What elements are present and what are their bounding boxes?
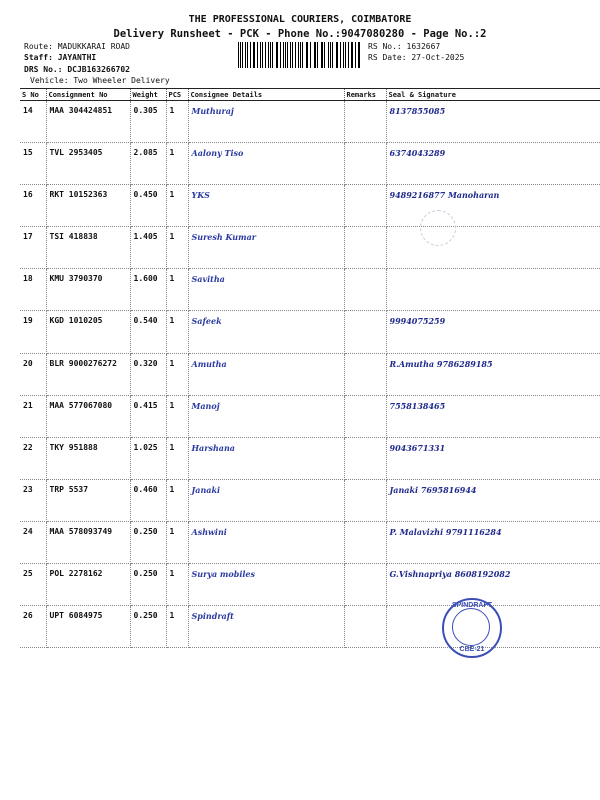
cell-weight: 0.250 xyxy=(130,564,166,606)
barcode-bar xyxy=(330,42,331,68)
cell-remarks xyxy=(344,479,386,521)
col-remarks: Remarks xyxy=(344,89,386,101)
staff-label: Staff: JAYANTHI xyxy=(24,53,97,62)
cell-consignee: Spindraft xyxy=(188,606,344,648)
barcode-bar xyxy=(280,42,281,68)
cell-sno: 21 xyxy=(20,395,46,437)
table-row xyxy=(20,353,600,395)
cell-signature: 8137855085 xyxy=(386,101,600,143)
cell-consignee: Amutha xyxy=(188,353,344,395)
table-row xyxy=(20,101,600,143)
cell-consignee: Surya mobiles xyxy=(188,564,344,606)
cell-consignee: YKS xyxy=(188,185,344,227)
cell-remarks xyxy=(344,606,386,648)
company-name: THE PROFESSIONAL COURIERS, COIMBATORE xyxy=(188,14,412,25)
cell-sno: 26 xyxy=(20,606,46,648)
cell-weight: 0.320 xyxy=(130,353,166,395)
cell-weight: 0.250 xyxy=(130,606,166,648)
cell-weight: 0.415 xyxy=(130,395,166,437)
cell-sno: 22 xyxy=(20,437,46,479)
cell-consignee: Harshana xyxy=(188,437,344,479)
cell-signature: R.Amutha 9786289185 xyxy=(386,353,600,395)
cell-remarks xyxy=(344,311,386,353)
cell-signature: G.Vishnapriya 8608192082 xyxy=(386,564,600,606)
cell-signature xyxy=(386,269,600,311)
barcode-bar xyxy=(310,42,311,68)
col-pcs: PCS xyxy=(166,89,188,101)
cell-signature: 6374043289 xyxy=(386,143,600,185)
cell-signature: Janaki 7695816944 xyxy=(386,479,600,521)
cell-consignment-no: POL 2278162 xyxy=(46,564,130,606)
col-signature: Seal & Signature xyxy=(386,89,600,101)
cell-remarks xyxy=(344,143,386,185)
barcode-bar xyxy=(268,42,269,68)
faint-stamp xyxy=(420,210,456,246)
cell-weight: 1.025 xyxy=(130,437,166,479)
cell-pcs: 1 xyxy=(166,143,188,185)
barcode-bar xyxy=(340,42,341,68)
cell-weight: 0.460 xyxy=(130,479,166,521)
seal-bottom-text: CBE-21 xyxy=(459,646,485,653)
rs-number: RS No.: 1632667 xyxy=(368,42,441,51)
cell-consignment-no: KMU 3790370 xyxy=(46,269,130,311)
cell-signature: 7558138465 xyxy=(386,395,600,437)
cell-sno: 17 xyxy=(20,227,46,269)
barcode-bar xyxy=(302,42,303,68)
cell-signature xyxy=(386,227,600,269)
cell-weight: 0.540 xyxy=(130,311,166,353)
cell-remarks xyxy=(344,395,386,437)
cell-remarks xyxy=(344,353,386,395)
cell-consignee: Safeek xyxy=(188,311,344,353)
rs-date: RS Date: 27-Oct-2025 xyxy=(368,53,465,62)
cell-sno: 19 xyxy=(20,311,46,353)
cell-sno: 23 xyxy=(20,479,46,521)
barcode-bar xyxy=(352,42,353,68)
route-label: Route: MADUKKARAI ROAD xyxy=(24,42,130,51)
barcode-bar xyxy=(345,42,346,68)
barcode-bar xyxy=(295,42,296,68)
cell-remarks xyxy=(344,269,386,311)
cell-consignment-no: MAA 304424851 xyxy=(46,101,130,143)
cell-consignee: Janaki xyxy=(188,479,344,521)
table-row xyxy=(20,521,600,563)
cell-remarks xyxy=(344,521,386,563)
cell-consignment-no: TSI 418838 xyxy=(46,227,130,269)
cell-weight: 2.085 xyxy=(130,143,166,185)
table-row xyxy=(20,564,600,606)
cell-weight: 0.250 xyxy=(130,521,166,563)
table-header xyxy=(20,89,600,101)
col-consignment: Consignment No xyxy=(46,89,130,101)
col-weight: Weight xyxy=(130,89,166,101)
cell-pcs: 1 xyxy=(166,395,188,437)
cell-weight: 1.600 xyxy=(130,269,166,311)
cell-sno: 20 xyxy=(20,353,46,395)
cell-consignee: Ashwini xyxy=(188,521,344,563)
cell-pcs: 1 xyxy=(166,606,188,648)
col-sno: S No xyxy=(20,89,46,101)
barcode-bar xyxy=(290,42,291,68)
drs-label: DRS No.: DCJB163266702 xyxy=(24,65,130,74)
table-row xyxy=(20,606,600,648)
cell-remarks xyxy=(344,564,386,606)
cell-consignee: Muthuraj xyxy=(188,101,344,143)
cell-remarks xyxy=(344,185,386,227)
cell-weight: 0.450 xyxy=(130,185,166,227)
table-row xyxy=(20,479,600,521)
cell-consignee: Aalony Tiso xyxy=(188,143,344,185)
cell-remarks xyxy=(344,101,386,143)
cell-consignment-no: UPT 6084975 xyxy=(46,606,130,648)
barcode-bar xyxy=(332,42,333,68)
cell-pcs: 1 xyxy=(166,353,188,395)
cell-consignment-no: BLR 9000276272 xyxy=(46,353,130,395)
cell-pcs: 1 xyxy=(166,564,188,606)
table-row xyxy=(20,269,600,311)
cell-consignment-no: MAA 578093749 xyxy=(46,521,130,563)
cell-weight: 0.305 xyxy=(130,101,166,143)
barcode-bar xyxy=(324,42,325,68)
cell-pcs: 1 xyxy=(166,227,188,269)
cell-consignee: Manoj xyxy=(188,395,344,437)
barcode-bar xyxy=(238,42,239,68)
cell-consignment-no: RKT 10152363 xyxy=(46,185,130,227)
cell-signature: 9489216877 Manoharan xyxy=(386,185,600,227)
runsheet-title: Delivery Runsheet - PCK - Phone No.:9047080280 - Page No.:2 xyxy=(113,28,487,40)
cell-remarks xyxy=(344,227,386,269)
delivery-table xyxy=(20,88,600,648)
table-row xyxy=(20,437,600,479)
cell-consignment-no: TRP 5537 xyxy=(46,479,130,521)
barcode-bar xyxy=(317,42,318,68)
cell-consignment-no: TKY 951888 xyxy=(46,437,130,479)
cell-sno: 25 xyxy=(20,564,46,606)
seal-top-text: SPINDRAFT xyxy=(451,602,493,609)
cell-sno: 15 xyxy=(20,143,46,185)
table-row xyxy=(20,185,600,227)
vehicle-label: Vehicle: Two Wheeler Delivery xyxy=(30,76,170,85)
cell-pcs: 1 xyxy=(166,311,188,353)
cell-pcs: 1 xyxy=(166,185,188,227)
table-row xyxy=(20,227,600,269)
table-row xyxy=(20,395,600,437)
cell-weight: 1.405 xyxy=(130,227,166,269)
cell-consignee: Suresh Kumar xyxy=(188,227,344,269)
company-seal xyxy=(442,598,502,658)
barcode-bar xyxy=(260,42,261,68)
cell-sno: 24 xyxy=(20,521,46,563)
cell-consignee: Savitha xyxy=(188,269,344,311)
cell-pcs: 1 xyxy=(166,437,188,479)
cell-pcs: 1 xyxy=(166,101,188,143)
table-row xyxy=(20,143,600,185)
table-row xyxy=(20,311,600,353)
cell-remarks xyxy=(344,437,386,479)
seal-inner-ring xyxy=(452,608,490,646)
cell-consignment-no: KGD 1010205 xyxy=(46,311,130,353)
barcode-bar xyxy=(245,42,246,68)
cell-signature: 9994075259 xyxy=(386,311,600,353)
barcode-bar xyxy=(307,42,308,68)
cell-pcs: 1 xyxy=(166,521,188,563)
barcode-bar xyxy=(283,42,284,68)
cell-sno: 16 xyxy=(20,185,46,227)
cell-signature: 9043671331 xyxy=(386,437,600,479)
cell-consignment-no: MAA 577067080 xyxy=(46,395,130,437)
cell-sno: 18 xyxy=(20,269,46,311)
cell-consignment-no: TVL 2953405 xyxy=(46,143,130,185)
drs-barcode xyxy=(238,42,362,68)
barcode-bar xyxy=(359,42,360,68)
barcode-bar xyxy=(272,42,273,68)
cell-signature: P. Malavizhi 9791116284 xyxy=(386,521,600,563)
cell-pcs: 1 xyxy=(166,269,188,311)
barcode-bar xyxy=(250,42,251,68)
barcode-bar xyxy=(257,42,258,68)
cell-sno: 14 xyxy=(20,101,46,143)
cell-pcs: 1 xyxy=(166,479,188,521)
col-consignee: Consignee Details xyxy=(188,89,344,101)
